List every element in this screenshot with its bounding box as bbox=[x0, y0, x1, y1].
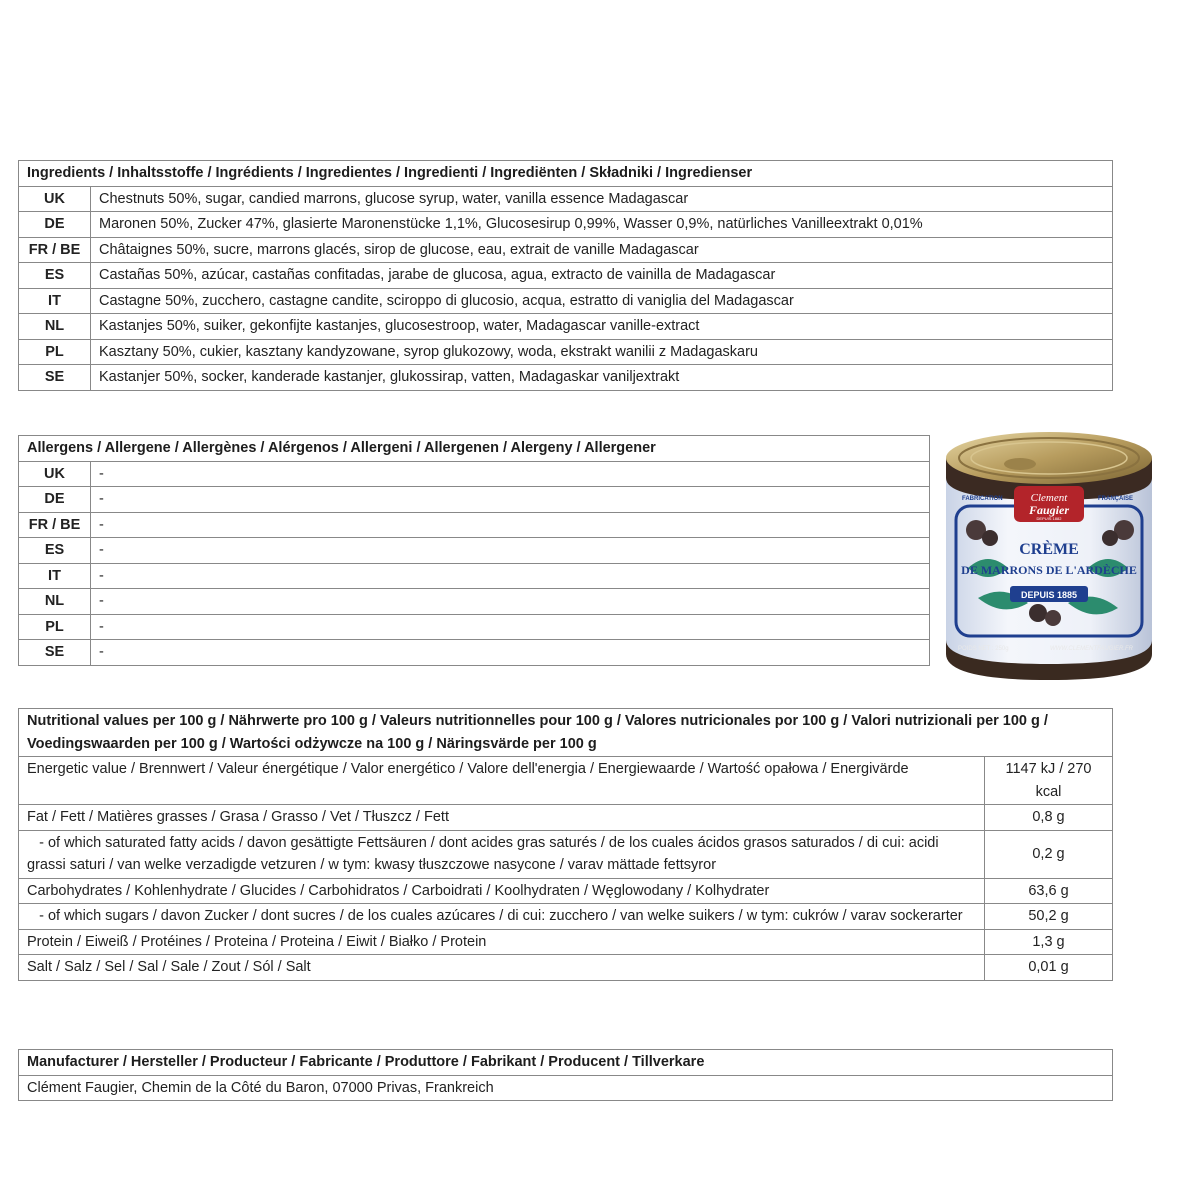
table-row bbox=[19, 538, 930, 564]
nutrient-label: Energetic value / Brennwert / Valeur énergétique / Valor energético / Valore dell'energia / Energiewaarde / Wartość opałowa / Energivärde bbox=[19, 757, 985, 805]
table-row bbox=[19, 929, 1113, 955]
country-code: FR / BE bbox=[19, 237, 91, 263]
nutrient-value: 0,01 g bbox=[984, 955, 1112, 981]
website: WWW.CLEMENTFAUGIER.FR bbox=[1050, 646, 1133, 652]
ingredients-table bbox=[18, 160, 1113, 391]
table-row bbox=[19, 487, 930, 513]
allergens-text: - bbox=[91, 538, 930, 564]
nutrition-table bbox=[18, 708, 1113, 981]
brand-name-line1: Clement bbox=[1030, 492, 1068, 504]
ingredients-text: Kastanjes 50%, suiker, gekonfijte kastanjes, glucosestroop, water, Madagascar vanille-extract bbox=[91, 314, 1113, 340]
allergens-text: - bbox=[91, 461, 930, 487]
table-row bbox=[19, 904, 1113, 930]
country-code: SE bbox=[19, 365, 91, 391]
brand-depuis: DEPUIS 1882 bbox=[1036, 516, 1062, 521]
table-row bbox=[19, 614, 930, 640]
nutrient-value: 1147 kJ / 270 kcal bbox=[984, 757, 1112, 805]
nutrient-label: - of which saturated fatty acids / davon gesättigte Fettsäuren / dont acides gras saturés / de los cuales ácidos grasos saturados / di cui: acidi grassi saturi / van welke verzadigde vetzuren / w tym: kwasy tłuszczowe nasycone / varav mättade fettsyror bbox=[19, 830, 985, 878]
table-row bbox=[19, 640, 930, 666]
table-row bbox=[19, 830, 1113, 878]
manufacturer-text: Clément Faugier, Chemin de la Côté du Baron, 07000 Privas, Frankreich bbox=[19, 1075, 1113, 1101]
table-row bbox=[19, 339, 1113, 365]
ingredients-text: Chestnuts 50%, sugar, candied marrons, glucose syrup, water, vanilla essence Madagascar bbox=[91, 186, 1113, 212]
nutrient-value: 50,2 g bbox=[984, 904, 1112, 930]
table-row bbox=[19, 314, 1113, 340]
product-can-image bbox=[938, 418, 1160, 688]
nutrient-value: 1,3 g bbox=[984, 929, 1112, 955]
table-row bbox=[19, 186, 1113, 212]
table-row bbox=[19, 589, 930, 615]
allergens-header: Allergens / Allergene / Allergènes / Alérgenos / Allergeni / Allergenen / Alergeny / Allergener bbox=[19, 436, 930, 462]
nutrient-value: 0,8 g bbox=[984, 805, 1112, 831]
nutrient-value: 63,6 g bbox=[984, 878, 1112, 904]
allergens-text: - bbox=[91, 563, 930, 589]
table-row bbox=[19, 263, 1113, 289]
country-code: ES bbox=[19, 538, 91, 564]
brand-name-line2: Faugier bbox=[1028, 503, 1070, 517]
nutrient-label: Protein / Eiweiß / Protéines / Proteina / Proteina / Eiwit / Białko / Protein bbox=[19, 929, 985, 955]
ingredients-text: Castañas 50%, azúcar, castañas confitadas, jarabe de glucosa, agua, extracto de vainilla de Madagascar bbox=[91, 263, 1113, 289]
country-code: DE bbox=[19, 212, 91, 238]
ingredients-text: Kasztany 50%, cukier, kasztany kandyzowane, syrop glukozowy, woda, ekstrakt wanilii z Madagaskaru bbox=[91, 339, 1113, 365]
table-row bbox=[19, 512, 930, 538]
allergens-text: - bbox=[91, 614, 930, 640]
allergens-text: - bbox=[91, 512, 930, 538]
allergens-text: - bbox=[91, 589, 930, 615]
country-code: SE bbox=[19, 640, 91, 666]
net-weight: POIDS NET : 250g bbox=[958, 646, 1009, 652]
table-row bbox=[19, 288, 1113, 314]
allergens-text: - bbox=[91, 640, 930, 666]
table-row bbox=[19, 1075, 1113, 1101]
country-code: FR / BE bbox=[19, 512, 91, 538]
nutrient-label: - of which sugars / davon Zucker / dont sucres / de los cuales azúcares / di cui: zucchero / van welke suikers / w tym: cukrów / varav sockerarter bbox=[19, 904, 985, 930]
fabrication-label: FABRICATION bbox=[962, 496, 1003, 502]
country-code: NL bbox=[19, 589, 91, 615]
ingredients-text: Castagne 50%, zucchero, castagne candite, sciroppo di glucosio, acqua, estratto di vaniglia del Madagascar bbox=[91, 288, 1113, 314]
country-code: UK bbox=[19, 186, 91, 212]
table-row bbox=[19, 212, 1113, 238]
allergens-text: - bbox=[91, 487, 930, 513]
manufacturer-header: Manufacturer / Hersteller / Producteur / Fabricante / Produttore / Fabrikant / Producent / Tillverkare bbox=[19, 1050, 1113, 1076]
table-row bbox=[19, 237, 1113, 263]
country-code: IT bbox=[19, 563, 91, 589]
ingredients-text: Maronen 50%, Zucker 47%, glasierte Maronenstücke 1,1%, Glucosesirup 0,99%, Wasser 0,9%, natürliches Vanilleextrakt 0,01% bbox=[91, 212, 1113, 238]
country-code: DE bbox=[19, 487, 91, 513]
product-title-line1: CRÈME bbox=[1019, 541, 1079, 558]
country-code: ES bbox=[19, 263, 91, 289]
nutrient-label: Fat / Fett / Matières grasses / Grasa / Grasso / Vet / Tłuszcz / Fett bbox=[19, 805, 985, 831]
country-code: PL bbox=[19, 339, 91, 365]
country-code: NL bbox=[19, 314, 91, 340]
francaise-label: FRANÇAISE bbox=[1098, 496, 1134, 502]
country-code: PL bbox=[19, 614, 91, 640]
table-row bbox=[19, 955, 1113, 981]
manufacturer-table bbox=[18, 1049, 1113, 1101]
nutrient-label: Salt / Salz / Sel / Sal / Sale / Zout / Sól / Salt bbox=[19, 955, 985, 981]
nutrient-label: Carbohydrates / Kohlenhydrate / Glucides / Carbohidratos / Carboidrati / Koolhydraten / Węglowodany / Kolhydrater bbox=[19, 878, 985, 904]
table-row bbox=[19, 878, 1113, 904]
table-row bbox=[19, 757, 1113, 805]
table-row bbox=[19, 461, 930, 487]
ingredients-header: Ingredients / Inhaltsstoffe / Ingrédients / Ingredientes / Ingredienti / Ingrediënten / Składniki / Ingredienser bbox=[19, 161, 1113, 187]
table-row bbox=[19, 805, 1113, 831]
country-code: IT bbox=[19, 288, 91, 314]
ingredients-text: Châtaignes 50%, sucre, marrons glacés, sirop de glucose, eau, extrait de vanille Madagascar bbox=[91, 237, 1113, 263]
nutrition-header: Nutritional values per 100 g / Nährwerte pro 100 g / Valeurs nutritionnelles pour 100 g / Valores nutricionales por 100 g / Valori nutrizionali per 100 g / Voedingswaarden per 100 g / Wartości odżywcze na 100 g / Näringsvärde per 100 g bbox=[19, 709, 1113, 757]
since-badge: DEPUIS 1885 bbox=[1020, 590, 1078, 600]
table-row bbox=[19, 365, 1113, 391]
country-code: UK bbox=[19, 461, 91, 487]
nutrient-value: 0,2 g bbox=[984, 830, 1112, 878]
product-title-line2: DE MARRONS DE L'ARDÈCHE bbox=[961, 563, 1137, 577]
allergens-table bbox=[18, 435, 930, 666]
ingredients-text: Kastanjer 50%, socker, kanderade kastanjer, glukossirap, vatten, Madagaskar vaniljextrakt bbox=[91, 365, 1113, 391]
table-row bbox=[19, 563, 930, 589]
